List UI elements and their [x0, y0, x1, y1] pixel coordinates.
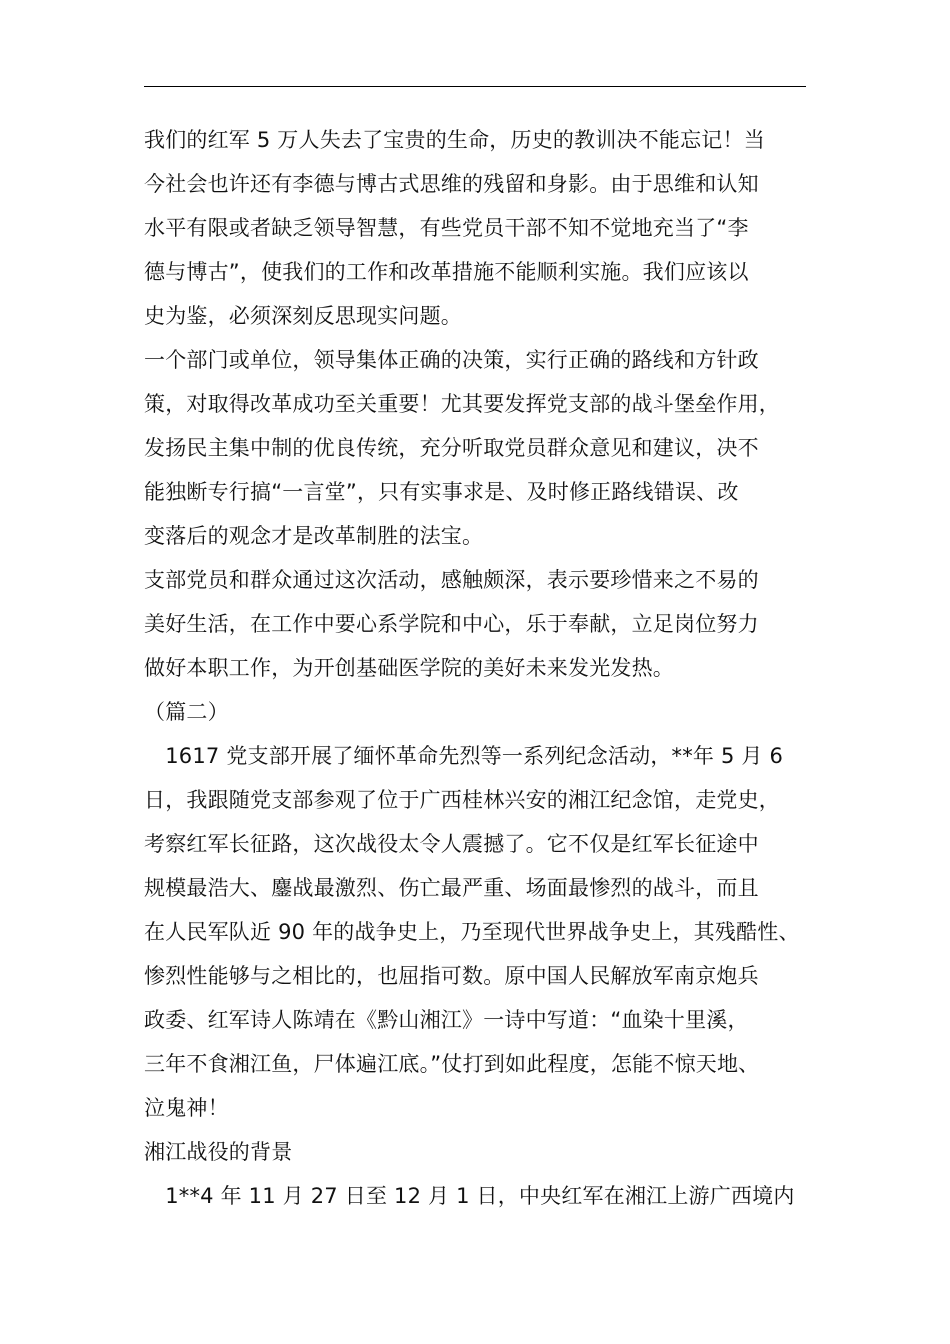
paragraph-1	[144, 118, 808, 338]
text-line: 发扬民主集中制的优良传统，充分听取党员群众意见和建议，决不	[144, 436, 759, 460]
text-line: 今社会也许还有李德与博古式思维的残留和身影。由于思维和认知	[144, 172, 759, 196]
text-line: 1**4 年 11 月 27 日至 12 月 1 日，中央红军在湘江上游广西境内	[144, 1184, 795, 1208]
text-line: 支部党员和群众通过这次活动，感触颇深，表示要珍惜来之不易的	[144, 568, 759, 592]
text-line: 惨烈性能够与之相比的，也屈指可数。原中国人民解放军南京炮兵	[144, 964, 759, 988]
text-line: 德与博古”，使我们的工作和改革措施不能顺利实施。我们应该以	[144, 260, 749, 284]
text-line: 策，对取得改革成功至关重要！尤其要发挥党支部的战斗堡垒作用，	[144, 392, 780, 416]
text-line: 一个部门或单位，领导集体正确的决策，实行正确的路线和方针政	[144, 348, 759, 372]
header-rule	[144, 86, 806, 87]
text-line: 泣鬼神！	[144, 1096, 229, 1120]
text-line: 变落后的观念才是改革制胜的法宝。	[144, 524, 484, 548]
paragraph-2	[144, 338, 808, 558]
text-line: 三年不食湘江鱼，尸体遍江底。”仗打到如此程度，怎能不惊天地、	[144, 1052, 760, 1076]
text-line: 考察红军长征路，这次战役太令人震撼了。它不仅是红军长征途中	[144, 832, 759, 856]
section-heading-part-two	[144, 690, 808, 734]
paragraph-3	[144, 558, 808, 690]
text-line: 政委、红军诗人陈靖在《黔山湘江》一诗中写道：“血染十里溪，	[144, 1008, 749, 1032]
text-line: 能独断专行搞“一言堂”，只有实事求是、及时修正路线错误、改	[144, 480, 739, 504]
text-line: 做好本职工作，为开创基础医学院的美好未来发光发热。	[144, 656, 674, 680]
text-line: 在人民军队近 90 年的战争史上，乃至现代世界战争史上，其残酷性、	[144, 920, 800, 944]
text-line: 1617 党支部开展了缅怀革命先烈等一系列纪念活动，**年 5 月 6	[144, 744, 784, 768]
text-line: 美好生活，在工作中要心系学院和中心，乐于奉献，立足岗位努力	[144, 612, 759, 636]
text-line: 日，我跟随党支部参观了位于广西桂林兴安的湘江纪念馆，走党史，	[144, 788, 780, 812]
paragraph-4	[144, 734, 808, 1130]
paragraph-5	[144, 1174, 808, 1218]
text-line: 史为鉴，必须深刻反思现实问题。	[144, 304, 462, 328]
text-line: （篇二）	[144, 700, 229, 724]
subheading-xiangjiang-background	[144, 1130, 808, 1174]
text-line: 水平有限或者缺乏领导智慧，有些党员干部不知不觉地充当了“李	[144, 216, 749, 240]
document-body	[144, 118, 808, 1218]
text-line: 湘江战役的背景	[144, 1140, 293, 1164]
text-line: 我们的红军 5 万人失去了宝贵的生命，历史的教训决不能忘记！当	[144, 128, 765, 152]
text-line: 规模最浩大、鏖战最激烈、伤亡最严重、场面最惨烈的战斗，而且	[144, 876, 759, 900]
